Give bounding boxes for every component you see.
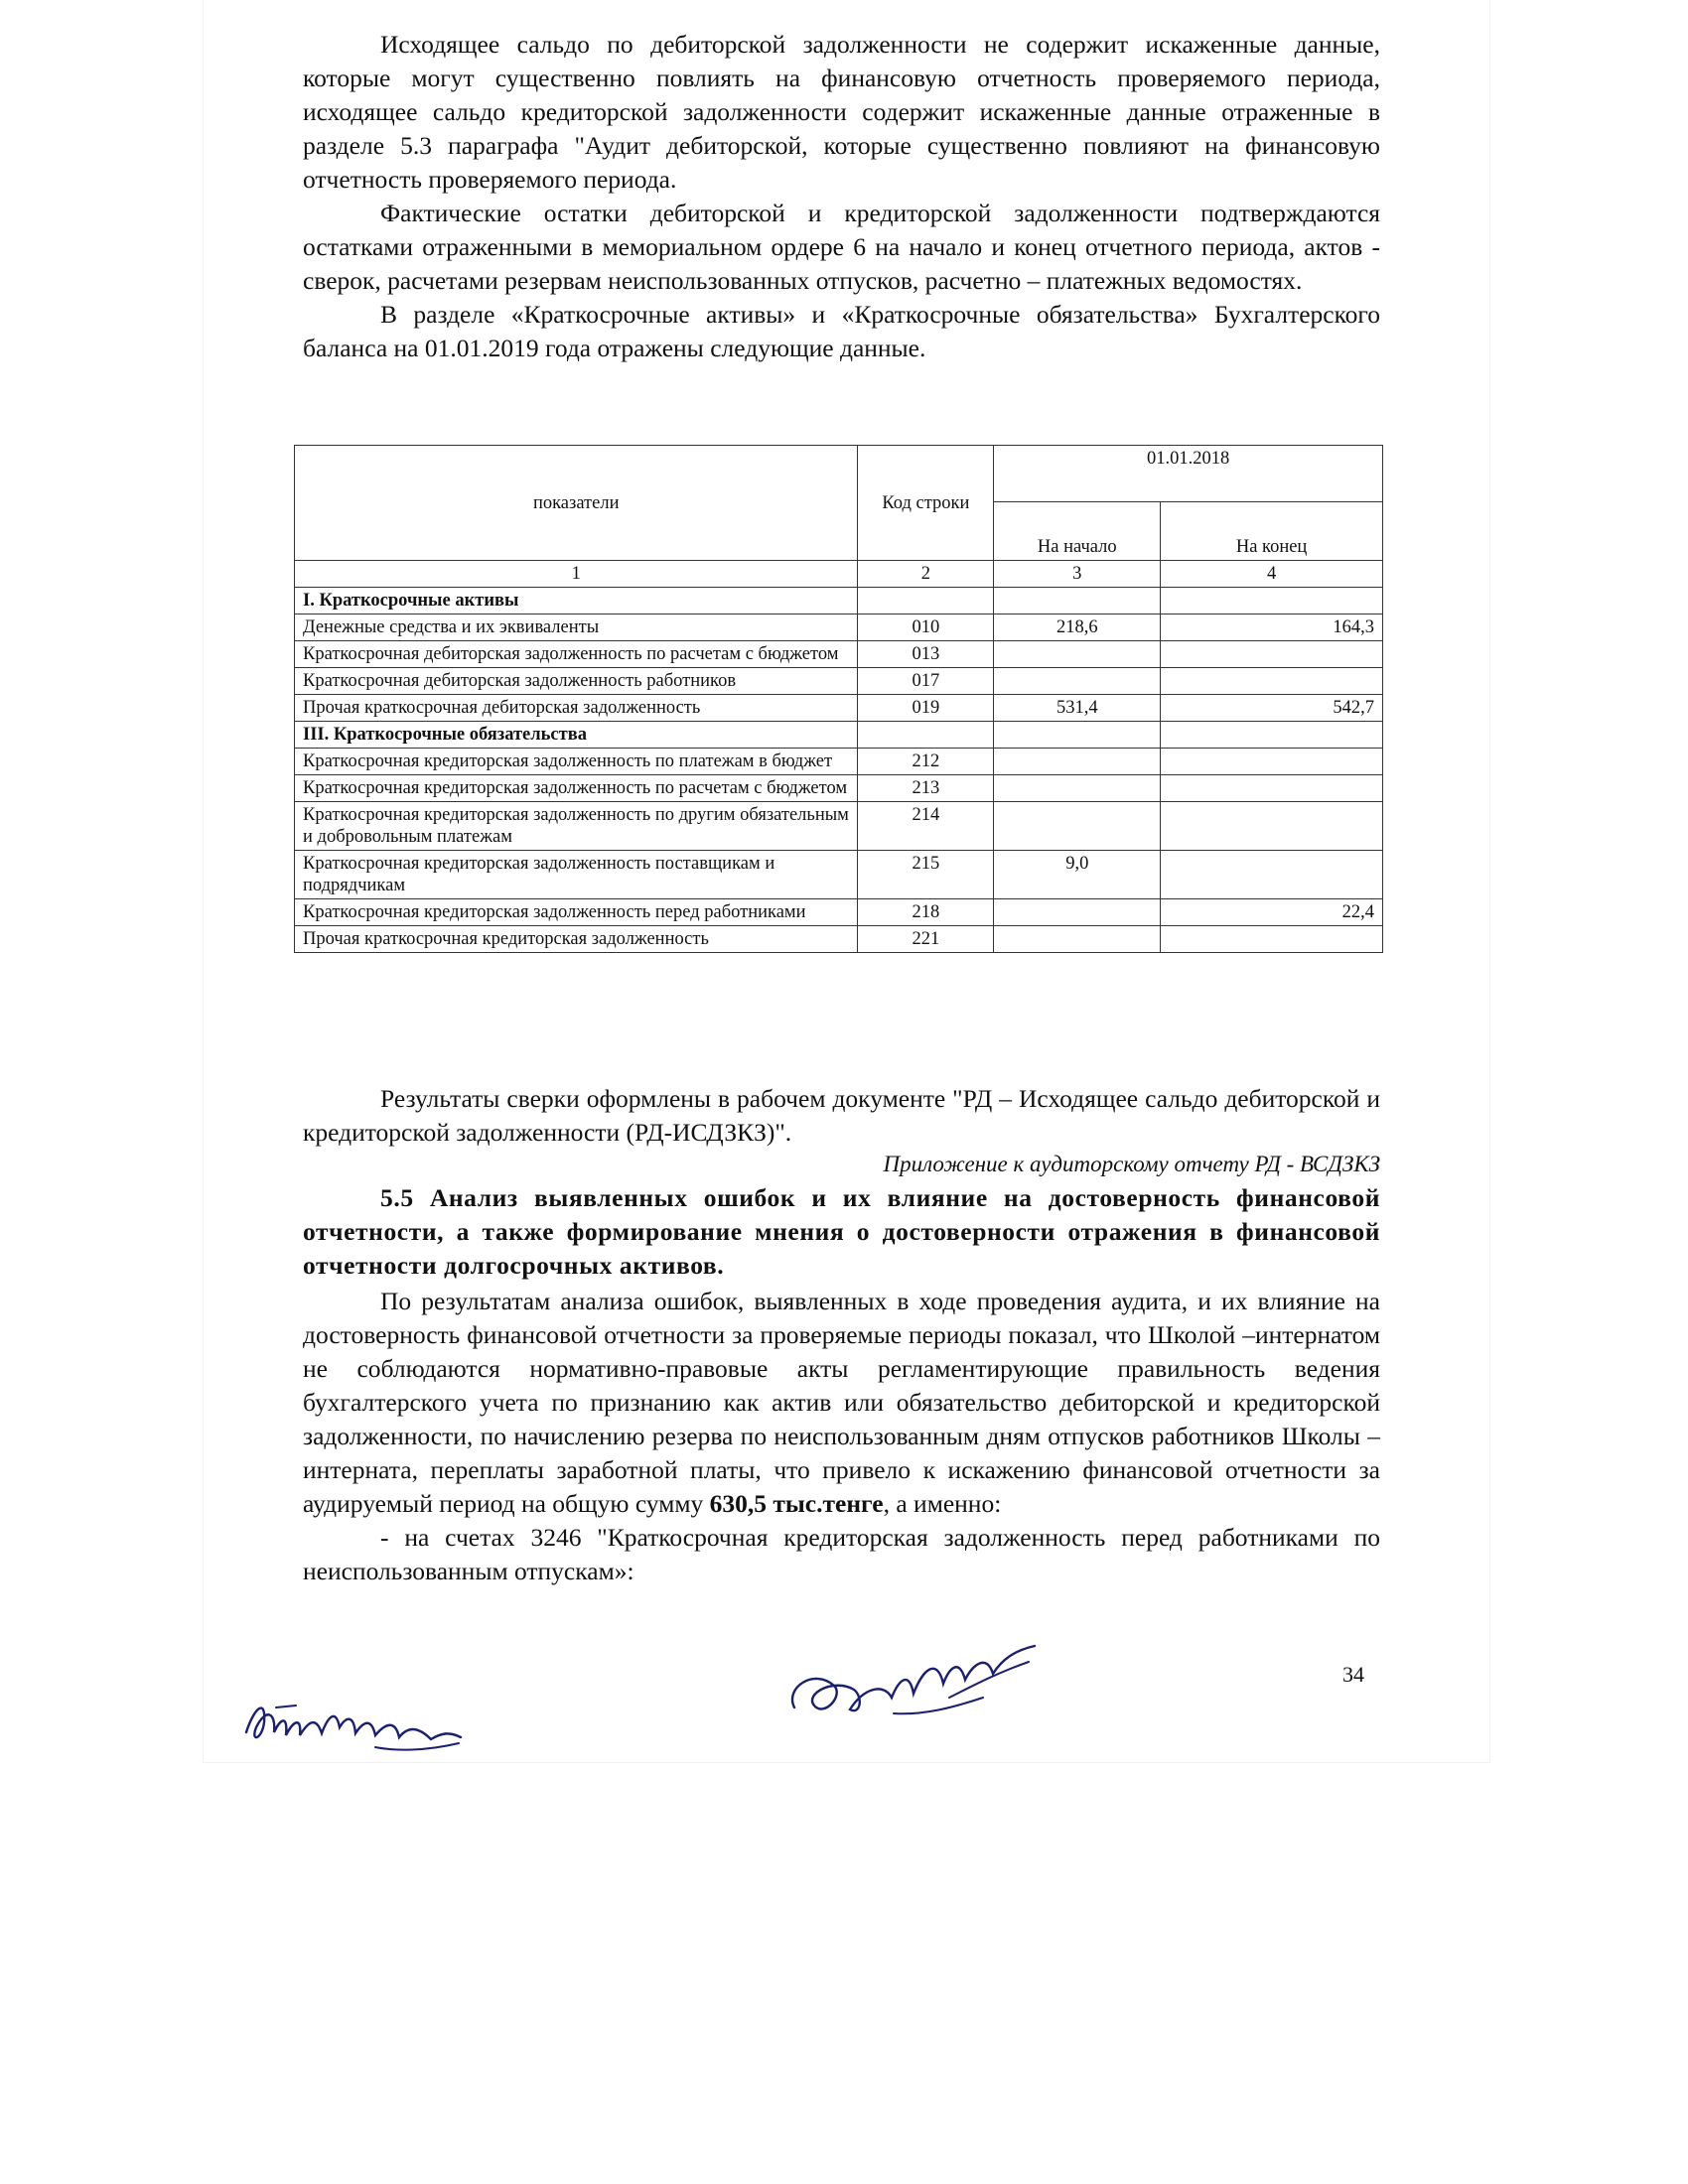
row-start xyxy=(994,775,1161,802)
row-end xyxy=(1161,802,1383,851)
table-row xyxy=(295,641,1383,668)
row-name: Краткосрочная кредиторская задолженность по платежам в бюджет xyxy=(295,749,858,775)
row-start: 218,6 xyxy=(994,614,1161,641)
row-name: Краткосрочная дебиторская задолженность работников xyxy=(295,668,858,695)
row-name: Краткосрочная кредиторская задолженность поставщикам и подрядчикам xyxy=(295,851,858,899)
row-name: Краткосрочная кредиторская задолженность по расчетам с бюджетом xyxy=(295,775,858,802)
section-title-assets: I. Краткосрочные активы xyxy=(295,588,858,614)
row-start xyxy=(994,802,1161,851)
col-number: 2 xyxy=(858,561,994,588)
paragraph-reconciliation: Результаты сверки оформлены в рабочем документе "РД – Исходящее сальдо дебиторской и кредиторской задолженности (РД-ИСДЗКЗ)". xyxy=(303,1084,1380,1147)
row-code: 213 xyxy=(858,775,994,802)
page-number: 34 xyxy=(1342,1662,1364,1687)
table-row xyxy=(295,749,1383,775)
table-row xyxy=(295,899,1383,926)
col-number: 1 xyxy=(295,561,858,588)
row-start: 9,0 xyxy=(994,851,1161,899)
row-code: 218 xyxy=(858,899,994,926)
table-row xyxy=(295,668,1383,695)
row-start xyxy=(994,668,1161,695)
signature-center xyxy=(774,1628,1053,1737)
row-end xyxy=(1161,668,1383,695)
row-end: 164,3 xyxy=(1161,614,1383,641)
section-row xyxy=(295,588,1383,614)
row-name: Краткосрочная кредиторская задолженность по другим обязательным и добровольным платежам xyxy=(295,802,858,851)
col-number: 3 xyxy=(994,561,1161,588)
paragraph-error-analysis-text: По результатам анализа ошибок, выявленных в ходе проведения аудита, и их влияние на достоверность финансовой отчетности за проверяемые периоды показал, что Школой –интернатом не соблюдаются нормативно-правовые акты регламентирующие правильность ведения бухгалтерского учета по признанию как актив или обязательство дебиторской и кредиторской задолженности, по начислению резерва по неиспользованным дням отпусков работников Школы – интерната, переплаты заработной платы, что привело к искажению финансовой отчетности за аудируемый период на общую сумму xyxy=(303,1287,1380,1518)
row-name: Денежные средства и их эквиваленты xyxy=(295,614,858,641)
paragraph-actual-balances: Фактические остатки дебиторской и кредиторской задолженности подтверждаются остатками отраженными в мемориальном ордере 6 на начало и конец отчетного периода, актов - сверок, расчетами резервам неиспользованных отпусков, расчетно – платежных ведомостях. xyxy=(303,199,1380,295)
row-end xyxy=(1161,926,1383,953)
row-end xyxy=(1161,851,1383,899)
row-code: 010 xyxy=(858,614,994,641)
paragraph-account-3246: - на счетах 3246 "Краткосрочная кредиторская задолженность перед работниками по неиспользованным отпускам»: xyxy=(303,1523,1380,1585)
row-code: 017 xyxy=(858,668,994,695)
row-name: Прочая краткосрочная кредиторская задолженность xyxy=(295,926,858,953)
paragraph-debit-balance: Исходящее сальдо по дебиторской задолженности не содержит искаженные данные, которые могут существенно повлиять на финансовую отчетность проверяемого периода, исходящее сальдо кредиторской задолженности содержит искаженные данные отраженные в разделе 5.3 параграфа "Аудит дебиторской, которые существенно повлияют на финансовую отчетность проверяемого периода. xyxy=(303,30,1380,194)
table-row xyxy=(295,775,1383,802)
row-start xyxy=(994,641,1161,668)
row-end xyxy=(1161,749,1383,775)
table-row xyxy=(295,695,1383,722)
row-start xyxy=(994,926,1161,953)
row-end xyxy=(1161,641,1383,668)
table-row xyxy=(295,851,1383,899)
section-title-liabilities: III. Краткосрочные обязательства xyxy=(295,722,858,749)
row-start: 531,4 xyxy=(994,695,1161,722)
row-name: Краткосрочная кредиторская задолженность перед работниками xyxy=(295,899,858,926)
row-code: 019 xyxy=(858,695,994,722)
row-end: 22,4 xyxy=(1161,899,1383,926)
row-code: 214 xyxy=(858,802,994,851)
row-start xyxy=(994,899,1161,926)
header-indicator: показатели xyxy=(295,446,858,561)
column-numbers-row xyxy=(295,561,1383,588)
row-name: Прочая краткосрочная дебиторская задолженность xyxy=(295,695,858,722)
paragraph-error-analysis-end: , а именно: xyxy=(883,1489,1002,1518)
header-code: Код строки xyxy=(858,446,994,561)
balance-table xyxy=(294,445,1383,953)
table-row xyxy=(295,614,1383,641)
row-code: 221 xyxy=(858,926,994,953)
section-row xyxy=(295,722,1383,749)
table-row xyxy=(295,926,1383,953)
appendix-note: Приложение к аудиторскому отчету РД - ВСДЗКЗ xyxy=(883,1152,1380,1176)
row-end xyxy=(1161,775,1383,802)
section-title: 5.5 Анализ выявленных ошибок и их влияние на достоверность финансовой отчетности, а также формирование мнения о достоверности отражения в финансовой отчетности долгосрочных активов. xyxy=(303,1183,1380,1280)
row-start xyxy=(994,749,1161,775)
row-end: 542,7 xyxy=(1161,695,1383,722)
row-code: 215 xyxy=(858,851,994,899)
paragraph-error-analysis xyxy=(303,1285,1380,1521)
row-name: Краткосрочная дебиторская задолженность по расчетам с бюджетом xyxy=(295,641,858,668)
body-text-top xyxy=(303,28,1380,365)
row-code: 013 xyxy=(858,641,994,668)
total-amount: 630,5 тыс.тенге xyxy=(709,1489,884,1518)
row-code: 212 xyxy=(858,749,994,775)
paragraph-balance-sheet-intro: В разделе «Краткосрочные активы» и «Краткосрочные обязательства» Бухгалтерского баланса на 01.01.2019 года отражены следующие данные. xyxy=(303,300,1380,362)
table-header-row xyxy=(295,446,1383,502)
signature-left xyxy=(236,1678,475,1757)
col-number: 4 xyxy=(1161,561,1383,588)
header-end: На конец xyxy=(1161,502,1383,561)
header-start: На начало xyxy=(994,502,1161,561)
header-date: 01.01.2018 xyxy=(994,446,1383,502)
body-text-bottom xyxy=(303,1082,1380,1588)
table-row xyxy=(295,802,1383,851)
